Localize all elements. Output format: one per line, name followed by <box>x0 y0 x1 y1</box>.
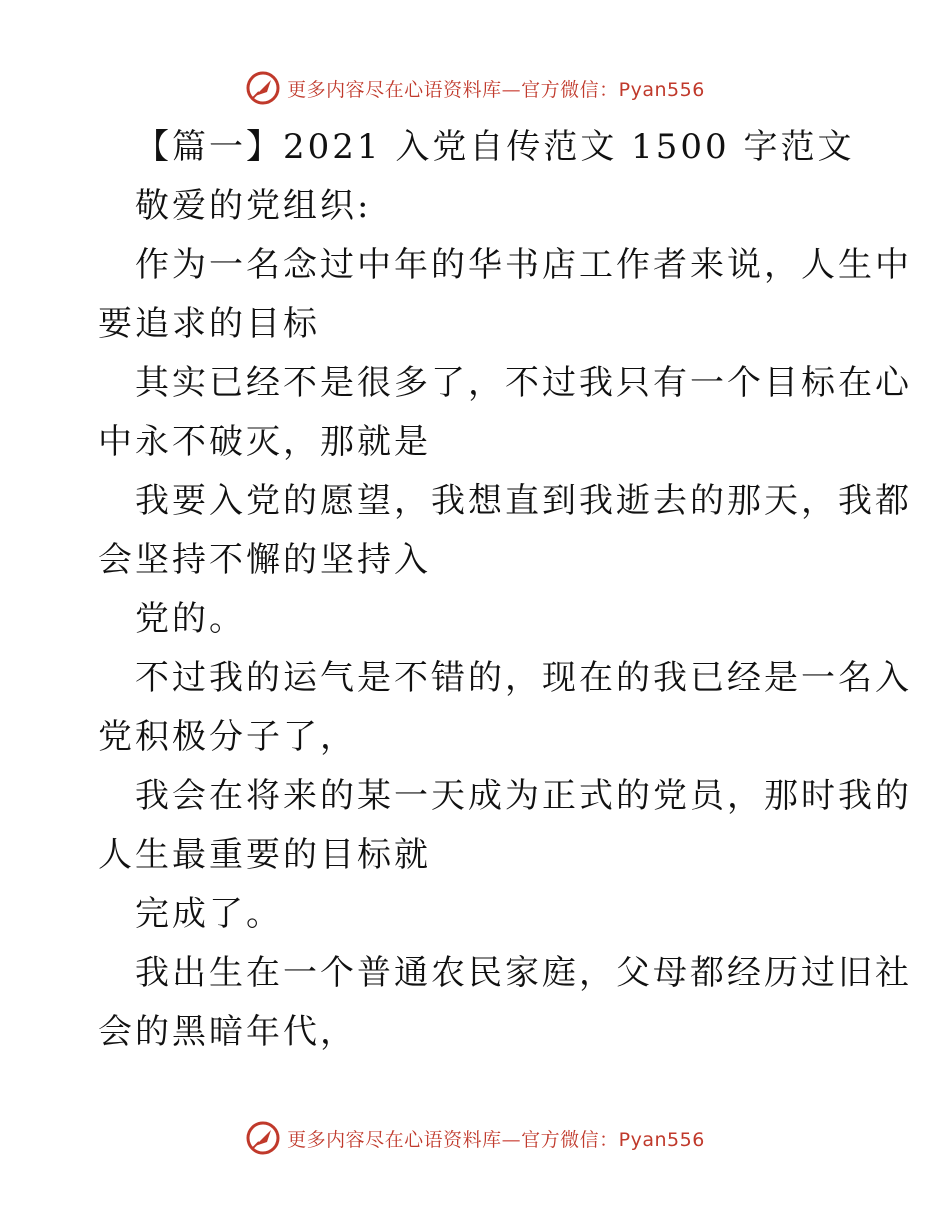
footer-banner <box>0 1120 950 1156</box>
text-line: 敬爱的党组织: <box>135 186 372 226</box>
text-line: 党积极分子了， <box>98 717 357 757</box>
banner-text: 更多内容尽在心语资料库—官方微信：Pyan556 <box>287 1128 705 1151</box>
paragraph-lines <box>98 177 912 1062</box>
text-line: 会的黑暗年代， <box>98 1012 357 1052</box>
text-line: 我要入党的愿望，我想直到我逝去的那天，我都 <box>135 481 912 521</box>
text-line: 我会在将来的某一天成为正式的党员，那时我的 <box>135 776 912 816</box>
document-title: 【篇一】2021 入党自传范文 1500 字范文 <box>135 127 855 167</box>
text-line: 中永不破灭，那就是 <box>98 422 431 462</box>
text-line: 作为一名念过中年的华书店工作者来说，人生中 <box>135 245 912 285</box>
text-line: 不过我的运气是不错的，现在的我已经是一名入 <box>135 658 912 698</box>
banner-text: 更多内容尽在心语资料库—官方微信：Pyan556 <box>287 78 705 101</box>
quill-logo-icon <box>245 1120 281 1156</box>
text-line: 党的。 <box>135 599 246 639</box>
text-line: 其实已经不是很多了，不过我只有一个目标在心 <box>135 363 912 403</box>
header-banner <box>0 70 950 106</box>
quill-logo-icon <box>245 70 281 106</box>
text-line: 要追求的目标 <box>98 304 320 344</box>
text-line: 完成了。 <box>135 894 283 934</box>
text-line: 我出生在一个普通农民家庭，父母都经历过旧社 <box>135 953 912 993</box>
document-body <box>98 118 912 1062</box>
text-line: 人生最重要的目标就 <box>98 835 431 875</box>
text-line: 会坚持不懈的坚持入 <box>98 540 431 580</box>
